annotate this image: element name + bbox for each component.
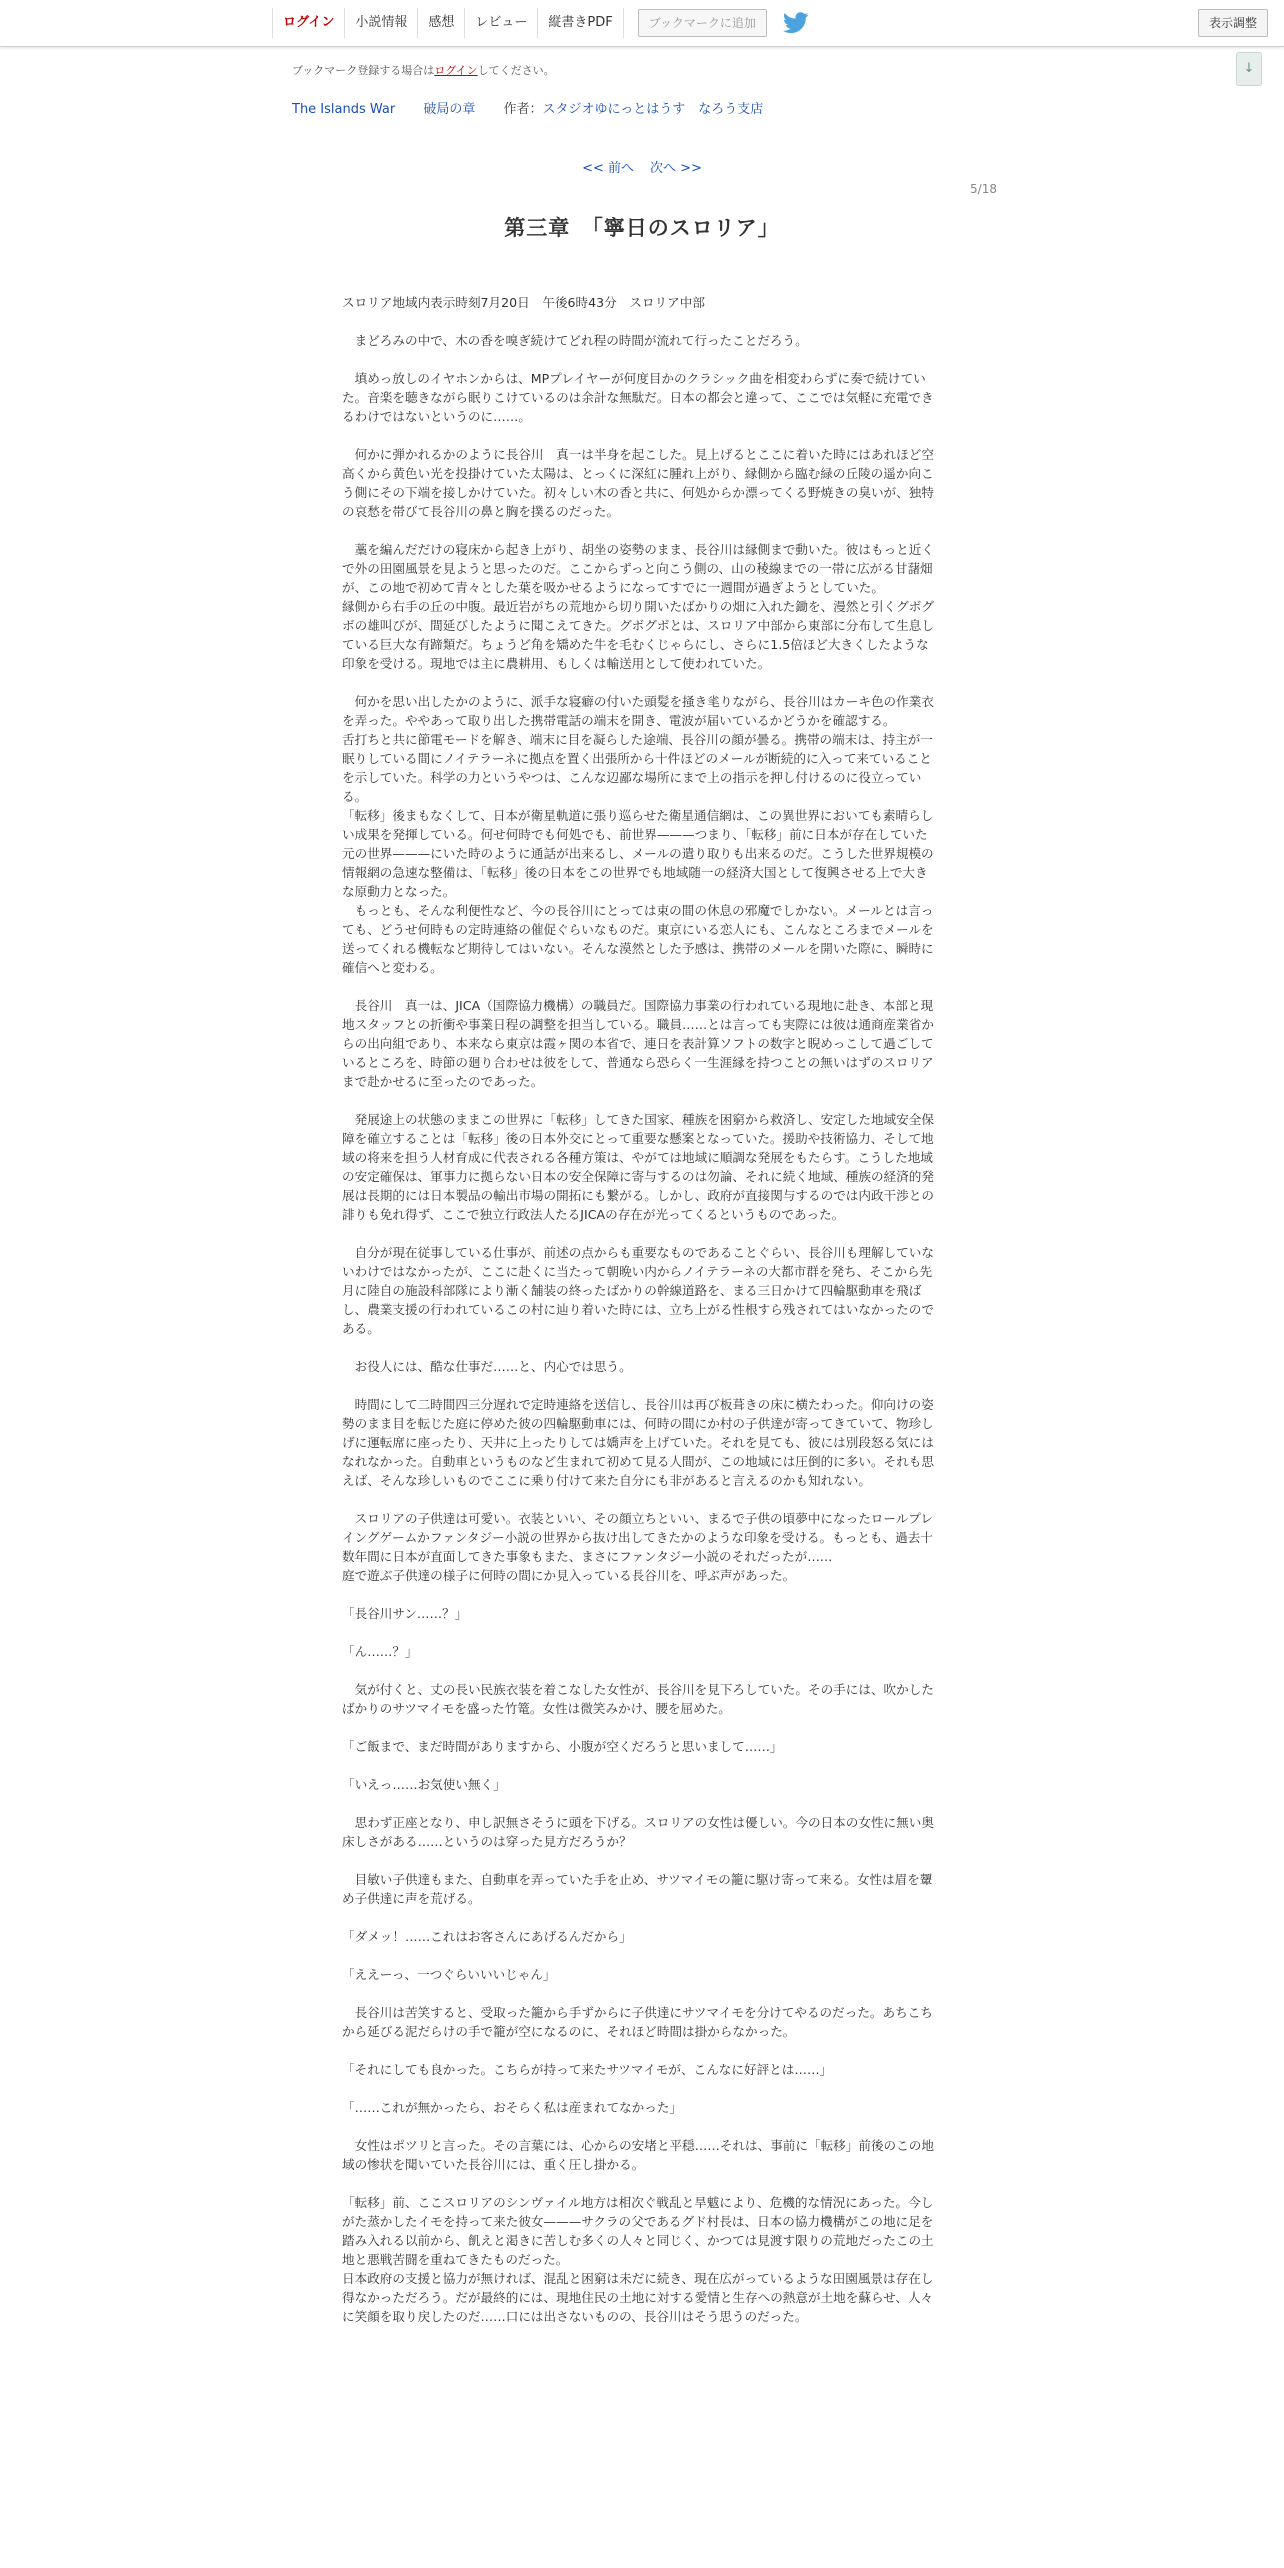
top-navigation-bar — [0, 0, 1284, 47]
body-paragraph: 「ご飯まで、まだ時間がありますから、小腹が空くだろうと思いまして……」 — [342, 1739, 783, 1754]
body-paragraph: 思わず正座となり、申し訳無さそうに頭を下げる。スロリアの女性は優しい。今の日本の女性に無い奥床しさがある……というのは穿った見方だろうか？ — [342, 1815, 934, 1849]
bookmark-note-suffix: してください。 — [477, 64, 555, 77]
body-paragraph: 「……これが無かったら、おそらく私は産まれてなかった」 — [342, 2100, 683, 2115]
body-paragraph: まどろみの中で、木の香を嗅ぎ続けてどれ程の時間が流れて行ったことだろう。 — [342, 333, 808, 348]
body-paragraph: スロリア地域内表示時刻7月20日 午後6時43分 スロリア中部 — [342, 295, 705, 310]
review-link[interactable]: レビュー — [464, 8, 537, 38]
login-link[interactable]: ログイン — [272, 8, 344, 38]
body-paragraph: 長谷川 真一は、JICA（国際協力機構）の職員だ。国際協力事業の行われている現地に赴き、本部と現地スタッフとの折衝や事業日程の調整を担当している。職員……とは言っても実際には彼は通商産業省からの出向組であり、本来なら東京は霞ヶ関の本省で、連日を表計算ソフトの数字と睨めっこして過ごしているところを、時節の廻り合わせは彼をして、普通なら恐らく一生涯縁を持つことの無いはずのスロリアまで赴かせるに至ったのであった。 — [342, 998, 934, 1089]
body-paragraph: お役人には、酷な仕事だ……と、内心では思う。 — [342, 1359, 632, 1374]
body-paragraph: 「ええーっ、一つぐらいいいじゃん」 — [342, 1967, 556, 1982]
author-label: 作者： — [503, 102, 543, 117]
novel-info-line — [292, 98, 763, 117]
body-paragraph: 長谷川は苦笑すると、受取った籠から手ずからに子供達にサツマイモを分けてやるのだった。あちこちから延びる泥だらけの手で籠が空になるのに、それほど時間は掛からなかった。 — [342, 2005, 933, 2039]
novel-title-link[interactable]: The Islands War — [292, 102, 396, 117]
add-bookmark-button[interactable]: ブックマークに追加 — [638, 9, 767, 37]
body-paragraph: 女性はポツリと言った。その言葉には、心からの安堵と平穏……それは、事前に「転移」前後のこの地域の惨状を聞いていた長谷川には、重く圧し掛かる。 — [342, 2138, 934, 2172]
bookmark-login-link[interactable]: ログイン — [434, 64, 478, 77]
body-paragraph: 舌打ちと共に節電モードを解き、端末に目を凝らした途端、長谷川の顔が曇る。携帯の端末は、持主が一眠りしている間にノイテラーネに拠点を置く出張所から十件ほどのメールが断続的に入って来ていることを示していた。科学の力というやつは、こんな辺鄙な場所にまで上の指示を押し付けるのに役立っている。 — [342, 732, 933, 804]
body-paragraph: 自分が現在従事している仕事が、前述の点からも重要なものであることぐらい、長谷川も理解していないわけではなかったが、ここに赴くに当たって朝晩い内からノイテラーネの大都市群を発ち、そこから先月に陸自の施設科部隊により漸く舗装の終ったばかりの幹線道路を、まる三日かけて四輪駆動車を飛ばし、農業支援の行われているこの村に辿り着いた時には、立ち上がる性根すら残されてはいなかったのである。 — [342, 1245, 934, 1336]
display-adjust-button[interactable]: 表示調整 — [1198, 9, 1268, 37]
body-paragraph: 「転移」後まもなくして、日本が衛星軌道に張り巡らせた衛星通信網は、この異世界においても素晴らしい成果を発揮している。何せ何時でも何処でも、前世界———つまり、「転移」前に日本が存在していた元の世界———にいた時のように通話が出来るし、メールの遣り取りも出来るのだ。こうした世界規模の情報網の急速な整備は、「転移」後の日本をこの世界でも地域随一の経済大国として復興させる上で大きな原動力となった。 — [342, 808, 934, 899]
body-paragraph: 何かに弾かれるかのように長谷川 真一は半身を起こした。見上げるとここに着いた時にはあれほど空高くから黄色い光を投掛けていた太陽は、とっくに深紅に腫れ上がり、縁側から臨む緑の丘陵の遥か向こう側にその下端を接しかけていた。初々しい木の香と共に、何処からか漂ってくる野焼きの臭いが、独特の哀愁を帯びて長谷川の鼻と胸を撲るのだった。 — [342, 447, 934, 519]
body-paragraph: 「ん……？」 — [342, 1644, 418, 1659]
body-paragraph: 庭で遊ぶ子供達の様子に何時の間にか見入っている長谷川を、呼ぶ声があった。 — [342, 1568, 796, 1583]
body-paragraph: 何かを思い出したかのように、派手な寝癖の付いた頭髪を掻き毟りながら、長谷川はカーキ色の作業衣を弄った。ややあって取り出した携帯電話の端末を開き、電波が届いているかどうかを確認する。 — [342, 694, 934, 728]
section-link[interactable]: 破局の章 — [423, 102, 476, 117]
body-paragraph: 目敏い子供達もまた、自動車を弄っていた手を止め、サツマイモの籠に駆け寄って来る。女性は眉を顰め子供達に声を荒げる。 — [342, 1872, 933, 1906]
bookmark-note-prefix: ブックマーク登録する場合は — [292, 64, 435, 77]
twitter-icon[interactable] — [783, 12, 809, 34]
impressions-link[interactable]: 感想 — [417, 8, 464, 38]
scroll-down-button[interactable]: ↓ — [1236, 52, 1262, 86]
page-counter: 5/18 — [970, 182, 997, 196]
novel-info-link[interactable]: 小説情報 — [344, 8, 417, 38]
novel-body-text — [342, 293, 934, 2326]
body-paragraph: 「いえっ……お気使い無く」 — [342, 1777, 506, 1792]
bookmark-login-note — [292, 62, 555, 78]
page-navigation — [0, 157, 1284, 176]
body-paragraph: 填めっ放しのイヤホンからは、MPプレイヤーが何度目かのクラシック曲を相変わらずに奏で続けていた。音楽を聴きながら眠りこけているのは余計な無駄だ。日本の都会と違って、ここでは気軽に充電できるわけではないというのに……。 — [342, 371, 934, 424]
body-paragraph: 気が付くと、丈の長い民族衣装を着こなした女性が、長谷川を見下ろしていた。その手には、吹かしたばかりのサツマイモを盛った竹篭。女性は微笑みかけ、腰を屈めた。 — [342, 1682, 934, 1716]
body-paragraph: 発展途上の状態のままこの世界に「転移」してきた国家、種族を困窮から救済し、安定した地域安全保障を確立することは「転移」後の日本外交にとって重要な懸案となっていた。援助や技術協力、そして地域の将来を担う人材育成に代表される各種方策は、やがては地域に順調な発展をもたらす。こうした地域の安定確保は、軍事力に拠らない日本の安全保障に寄与するのは勿論、それに続く地域、種族の経済的発展は長期的には日本製品の輸出市場の開拓にも繋がる。しかし、政府が直接関与するのでは内政干渉との誹りも免れ得ず、ここで独立行政法人たるJICAの存在が光ってくるというものであった。 — [342, 1112, 934, 1222]
body-paragraph: 日本政府の支援と協力が無ければ、混乱と困窮は未だに続き、現在広がっているような田園風景は存在し得なかっただろう。だが最終的には、現地住民の土地に対する愛情と生存への熱意が土地を蘇らせ、人々に笑顔を取り戻したのだ……口には出さないものの、長谷川はそう思うのだった。 — [342, 2271, 934, 2324]
body-paragraph: スロリアの子供達は可愛い。衣装といい、その顔立ちといい、まるで子供の頃夢中になったロールプレイングゲームかファンタジー小説の世界から抜け出してきたかのような印象を受ける。もっとも、過去十数年間に日本が直面してきた事象もまた、まさにファンタジー小説のそれだったが…… — [342, 1511, 934, 1564]
body-paragraph: 縁側から右手の丘の中腹。最近岩がちの荒地から切り開いたばかりの畑に入れた鋤を、漫然と引くグボグボの雄叫びが、間延びしたように聞こえてきた。グボグボとは、スロリア中部から東部に分布して生息している巨大な有蹄類だ。ちょうど角を矯めた牛を毛むくじゃらにし、さらに1.5倍ほど大きくしたような印象を受ける。現地では主に農耕用、もしくは輸送用として使われていた。 — [342, 599, 934, 671]
body-paragraph: もっとも、そんな利便性など、今の長谷川にとっては束の間の休息の邪魔でしかない。メールとは言っても、どうせ何時もの定時連絡の催促ぐらいなものだ。東京にいる恋人にも、こんなところまでメールを送ってくれる機転など期待してはいない。そんな漠然とした予感は、携帯のメールを開いた際に、瞬時に確信へと変わる。 — [342, 903, 934, 975]
chapter-title: 第三章 「寧日のスロリア」 — [504, 216, 780, 240]
body-paragraph: 「それにしても良かった。こちらが持って来たサツマイモが、こんなに好評とは……」 — [342, 2062, 833, 2077]
body-paragraph: 「長谷川サン……？」 — [342, 1606, 468, 1621]
prev-page-link[interactable]: << 前へ — [582, 161, 634, 176]
vertical-pdf-link[interactable]: 縦書きPDF — [537, 8, 623, 38]
novel-menu — [272, 0, 809, 46]
author-link[interactable]: スタジオゆにっとはうす なろう支店 — [542, 102, 764, 117]
body-paragraph: 「転移」前、ここスロリアのシンヴァイル地方は相次ぐ戦乱と旱魃により、危機的な情況にあった。今しがた蒸かしたイモを持って来た彼女———サクラの父であるグド村長は、日本の協力機構がこの地に足を踏み入れる以前から、飢えと渇きに苦しむ多くの人々と同じく、かつては見渡す限りの荒地だったこの土地と悪戦苦闘を重ねてきたものだった。 — [342, 2195, 934, 2267]
body-paragraph: 「ダメッ！……これはお客さんにあげるんだから」 — [342, 1929, 632, 1944]
body-paragraph: 藁を編んだだけの寝床から起き上がり、胡坐の姿勢のまま、長谷川は縁側まで動いた。彼はもっと近くで外の田園風景を見ようと思ったのだ。ここからずっと向こう側の、山の稜線までの一帯に広がる甘藷畑が、この地で初めて青々とした葉を吸かせるようになってすでに一週間が過ぎようとしていた。 — [342, 542, 934, 595]
next-page-link[interactable]: 次へ >> — [650, 161, 702, 176]
body-paragraph: 時間にして二時間四三分遅れで定時連絡を送信し、長谷川は再び板葺きの床に横たわった。仰向けの姿勢のまま目を転じた庭に停めた彼の四輪駆動車には、何時の間にか村の子供達が寄ってきていて、物珍しげに運転席に座ったり、天井に上ったりしては嬌声を上げていた。それを見ても、彼には別段怒る気にはなれなかった。自動車というものなど生まれて初めて見る人間が、この地域には圧倒的に多い。それも思えば、そんな珍しいものでここに乗り付けて来た自分にも非があると言えるのかも知れない。 — [342, 1397, 934, 1488]
